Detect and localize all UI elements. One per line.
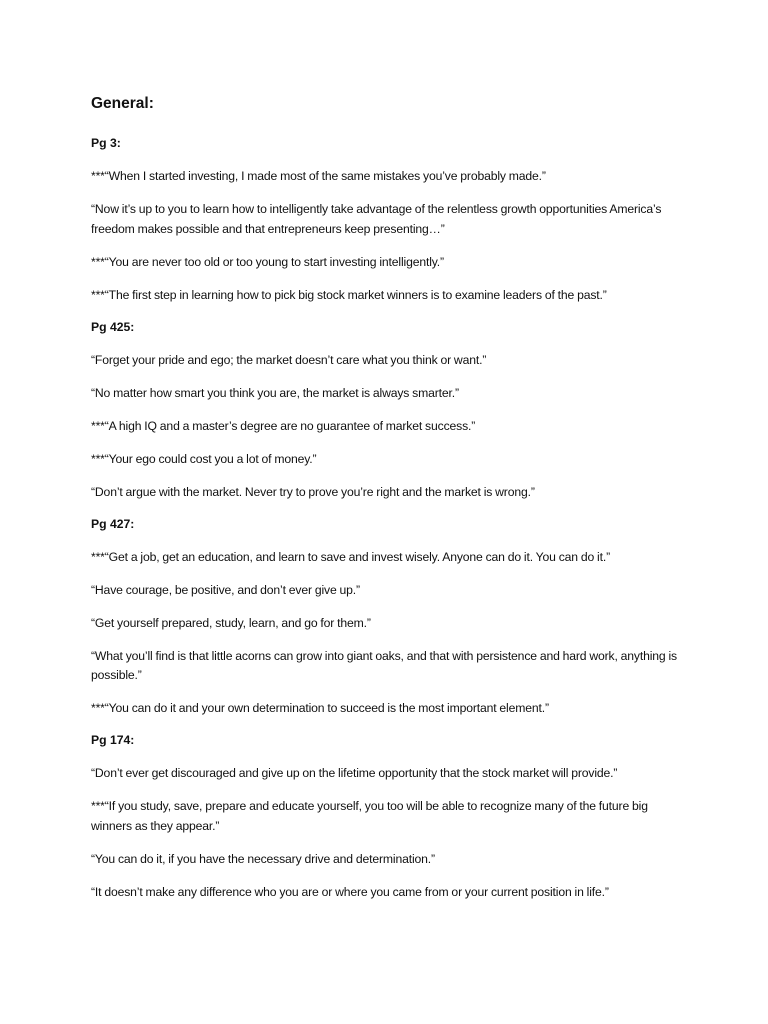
section-label: Pg 3: — [91, 136, 121, 150]
section-label: Pg 425: — [91, 319, 135, 334]
quote: “Have courage, be positive, and don’t ever give up.” — [91, 582, 360, 597]
quote: ***“Your ego could cost you a lot of money.” — [91, 451, 317, 466]
quote: “Now it’s up to you to learn how to intelligently take advantage of the relentless growth opportunities America’s freedom makes possible and that entrepreneurs keep presenting…” — [91, 202, 662, 236]
section-label: Pg 174: — [91, 733, 135, 747]
section-label: Pg 427: — [91, 516, 135, 531]
section-pg-427 — [91, 516, 691, 719]
quote: “No matter how smart you think you are, the market is always smarter.” — [91, 385, 459, 400]
document-heading: General: — [91, 95, 154, 112]
quote: ***“You are never too old or too young to start investing intelligently.” — [91, 254, 444, 269]
quote: “You can do it, if you have the necessary drive and determination.” — [91, 851, 435, 866]
quote: “Don’t ever get discouraged and give up on the lifetime opportunity that the stock market will provide.” — [91, 766, 618, 780]
quote: ***“You can do it and your own determination to succeed is the most important element.” — [91, 701, 549, 715]
quote: “Forget your pride and ego; the market doesn’t care what you think or want.” — [91, 352, 487, 367]
quote: “What you’ll find is that little acorns can grow into giant oaks, and that with persistence and hard work, anything is possible.” — [91, 648, 677, 682]
document-page — [91, 94, 691, 916]
quote: “Don’t argue with the market. Never try to prove you’re right and the market is wrong.” — [91, 484, 535, 499]
quote: ***“The first step in learning how to pick big stock market winners is to examine leaders of the past.” — [91, 287, 607, 302]
quote: ***“When I started investing, I made most of the same mistakes you’ve probably made.” — [91, 169, 546, 183]
quote: ***“Get a job, get an education, and learn to save and invest wisely. Anyone can do it. You can do it.” — [91, 549, 610, 564]
section-pg-174 — [91, 732, 691, 902]
quote: ***“If you study, save, prepare and educate yourself, you too will be able to recognize many of the future big winners as they appear.” — [91, 799, 648, 833]
quote: ***“A high IQ and a master’s degree are no guarantee of market success.” — [91, 418, 476, 433]
quote: “Get yourself prepared, study, learn, and go for them.” — [91, 615, 371, 630]
section-pg-425 — [91, 319, 691, 503]
quote: “It doesn’t make any difference who you are or where you came from or your current position in life.” — [91, 884, 609, 899]
section-pg-3 — [91, 135, 691, 305]
